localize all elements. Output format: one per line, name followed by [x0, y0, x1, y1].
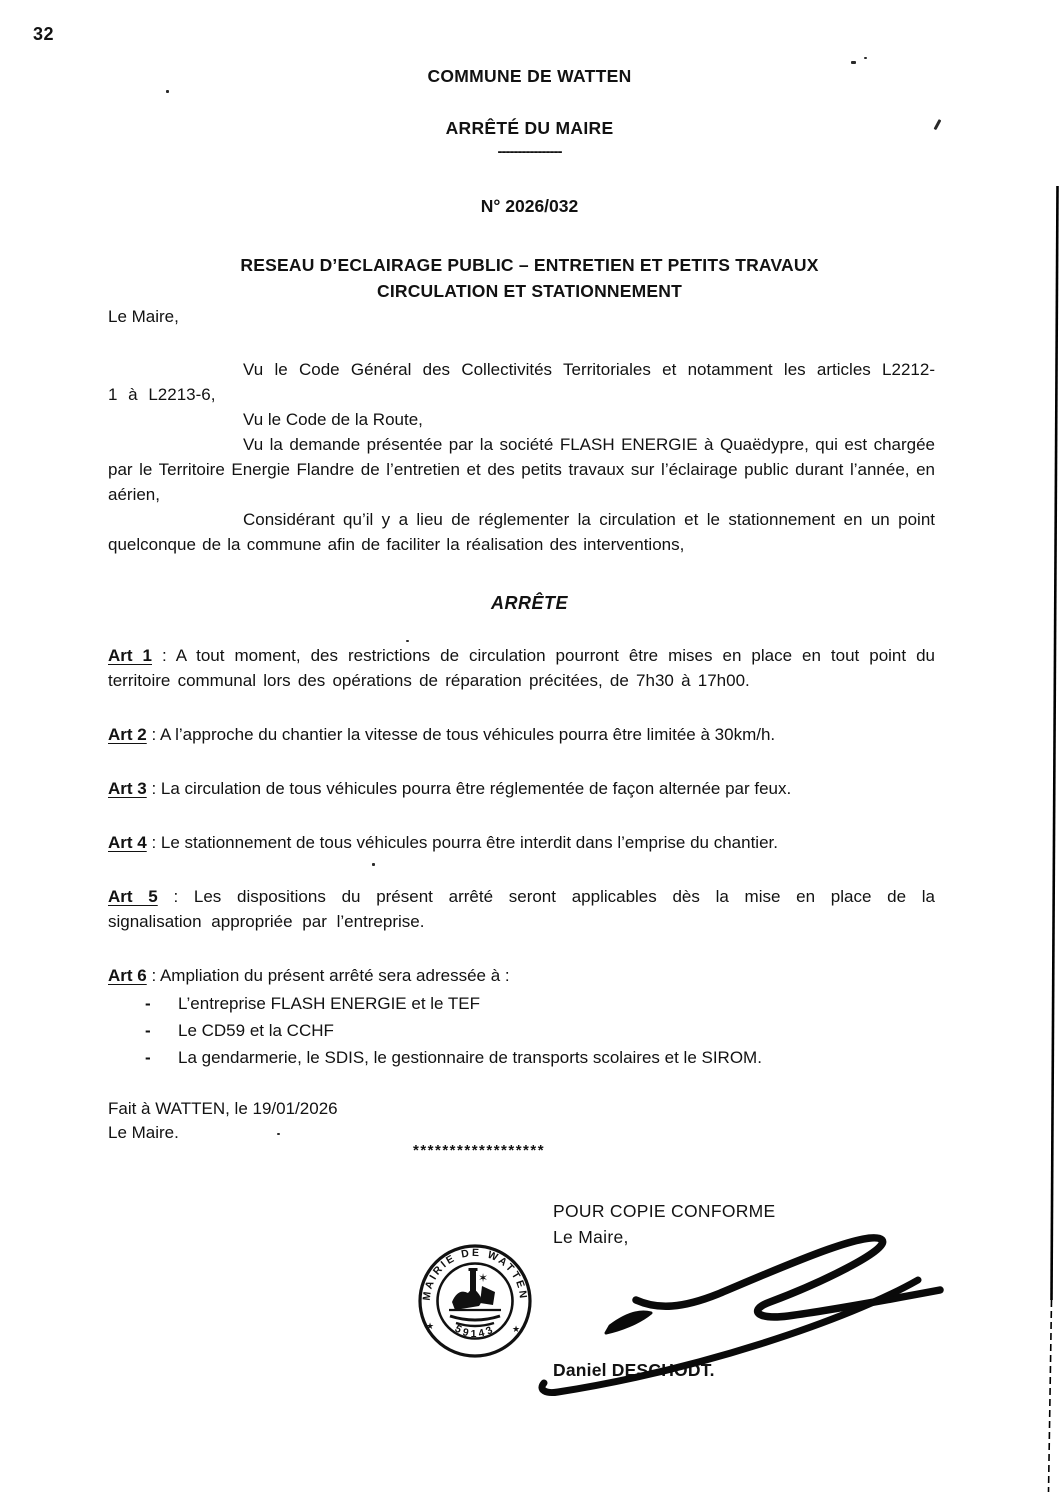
subject-line-2: CIRCULATION ET STATIONNEMENT	[376, 281, 683, 301]
scan-speck	[864, 57, 867, 59]
clause-considerant: Considérant qu’il y a lieu de réglementer la circulation et le stationnement en un point quelconque de la commune afin de faciliter la réalisation des interventions,	[108, 510, 935, 554]
article-4	[108, 830, 935, 855]
commune-title: COMMUNE DE WATTEN	[427, 66, 632, 86]
article-6-label: Art 6	[108, 966, 147, 985]
scan-speck	[406, 640, 409, 642]
article-1-text: : A tout moment, des restrictions de circulation pourront être mises en place en tout point du territoire communal lors des opérations de réparation précitées, de 7h30 à 17h00.	[108, 646, 935, 690]
signer-title: Le Maire.	[108, 1123, 179, 1142]
article-5-text: : Les dispositions du présent arrêté seront applicables dès la mise en place de la signalisation appropriée par l’entreprise.	[108, 887, 936, 931]
preamble	[108, 357, 935, 557]
article-2-label: Art 2	[108, 725, 147, 744]
recipient-1-text: L’entreprise FLASH ENERGIE et le TEF	[178, 994, 481, 1013]
article-2	[108, 722, 935, 747]
seal-arc-top-text: MAIRIE DE WATTEN	[420, 1246, 530, 1302]
document-type-title: ARRÊTÉ DU MAIRE	[445, 118, 614, 138]
copy-conforme-signer: Le Maire,	[553, 1227, 629, 1247]
document-header	[0, 0, 1059, 304]
recipient-2-text: Le CD59 et la CCHF	[178, 1021, 334, 1040]
seal-star-right-icon: ★	[512, 1324, 521, 1334]
decree-heading: ARRÊTE	[490, 593, 568, 613]
article-1	[108, 643, 935, 693]
svg-text:✶: ✶	[478, 1271, 489, 1285]
article-1-label: Art 1	[108, 646, 152, 665]
stars-separator: ******************	[413, 1142, 546, 1159]
decree-number: N° 2026/032	[480, 196, 579, 216]
dashed-separator: ----------------	[497, 143, 562, 160]
article-6	[108, 963, 935, 988]
clause-vu-demande: Vu la demande présentée par la société FLASH ENERGIE à Quaëdypre, qui est chargée par le Territoire Energie Flandre de l’entretien et des petits travaux sur l’éclairage public durant l’année, en aérien,	[108, 435, 935, 504]
signer-name: Daniel DESCHODT.	[553, 1360, 715, 1380]
bullet-dash: -	[145, 1048, 151, 1067]
closing-block	[108, 1097, 935, 1145]
seal-star-left-icon: ★	[426, 1321, 435, 1331]
article-6-text: : Ampliation du présent arrêté sera adressée à :	[146, 966, 510, 985]
seal-emblem	[449, 1268, 501, 1326]
article-3-label: Art 3	[108, 779, 147, 798]
article-4-text: : Le stationnement de tous véhicules pourra être interdit dans l’emprise du chantier.	[146, 833, 778, 852]
copy-conforme-label: POUR COPIE CONFORME	[553, 1201, 776, 1221]
seal-arc-bottom-text: 59143	[452, 1322, 498, 1340]
place-and-date: Fait à WATTEN, le 19/01/2026	[108, 1099, 338, 1118]
document-body	[0, 304, 1059, 557]
recipient-item-1	[108, 990, 935, 1017]
article-3	[108, 776, 935, 801]
bullet-dash: -	[145, 1021, 151, 1040]
municipal-seal-icon	[416, 1242, 534, 1360]
bullet-dash: -	[145, 994, 151, 1013]
page-number: 32	[33, 24, 55, 44]
opening-salutation: Le Maire,	[108, 307, 179, 326]
decree-subject	[0, 252, 1059, 304]
article-4-label: Art 4	[108, 833, 147, 852]
scan-speck	[372, 863, 375, 866]
clause-vu-code-route: Vu le Code de la Route,	[243, 410, 423, 429]
articles-section	[0, 643, 1059, 1159]
scan-speck	[166, 90, 169, 93]
scan-speck	[851, 61, 856, 64]
article-5	[108, 884, 935, 934]
recipient-item-3	[108, 1044, 935, 1071]
recipient-3-text: La gendarmerie, le SDIS, le gestionnaire de transports scolaires et le SIROM.	[178, 1048, 762, 1067]
subject-line-1: RESEAU D’ECLAIRAGE PUBLIC – ENTRETIEN ET PETITS TRAVAUX	[240, 255, 819, 275]
article-2-text: : A l’approche du chantier la vitesse de tous véhicules pourra être limitée à 30km/h.	[146, 725, 776, 744]
article-3-text: : La circulation de tous véhicules pourra être réglementée de façon alternée par feux.	[146, 779, 792, 798]
clause-vu-cgct: Vu le Code Général des Collectivités Territoriales et notamment les articles L2212-1 à L2213-6,	[108, 360, 935, 404]
signature	[518, 1222, 948, 1412]
recipient-item-2	[108, 1017, 935, 1044]
scan-speck	[277, 1133, 280, 1135]
article-5-label: Art 5	[108, 887, 158, 906]
